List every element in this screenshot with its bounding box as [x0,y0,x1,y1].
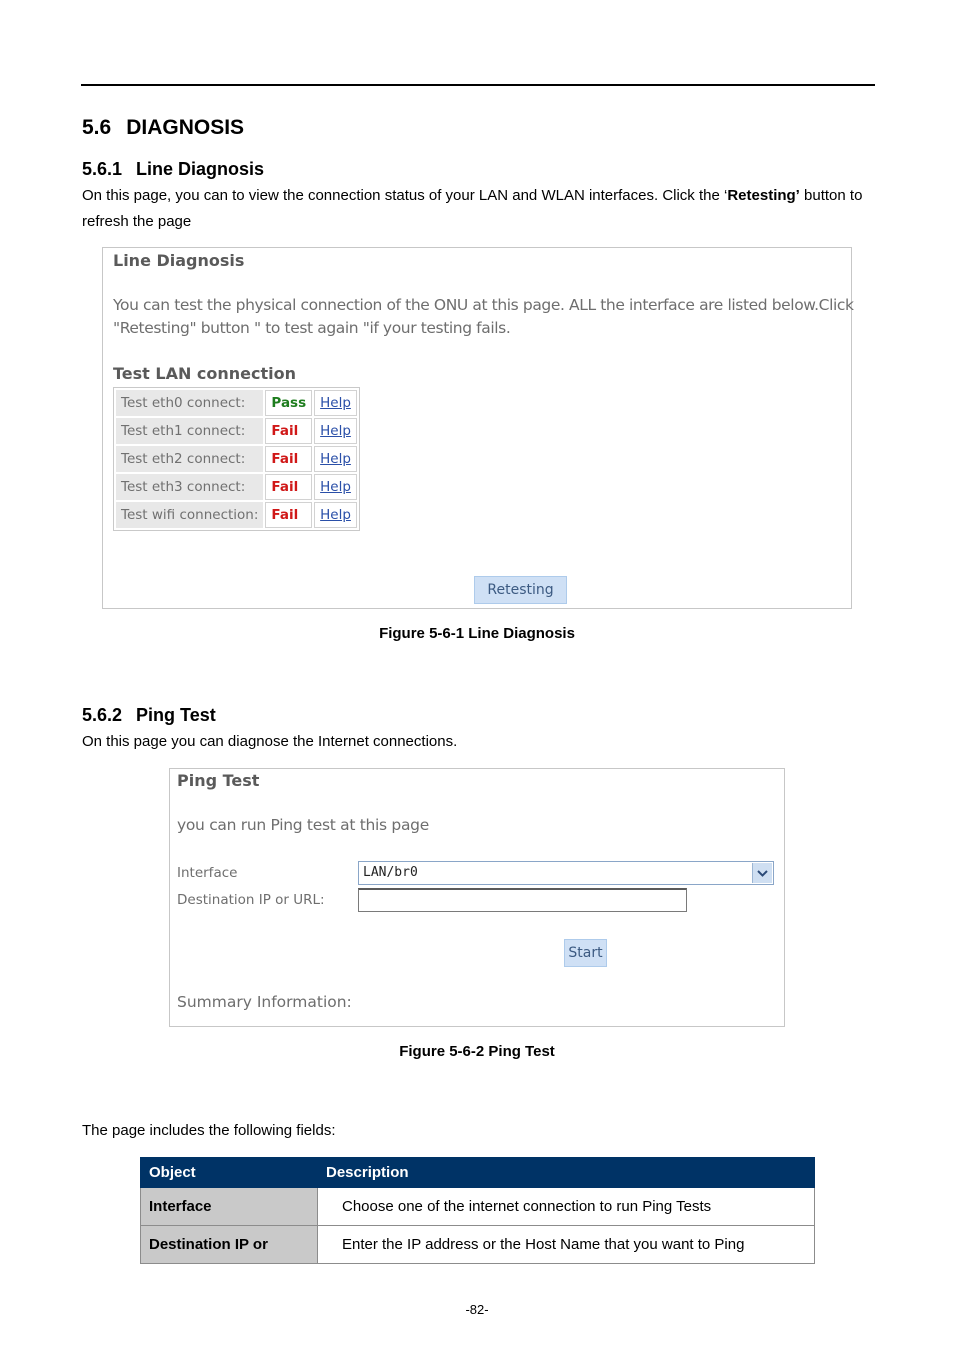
column-header: Object [141,1158,318,1188]
column-header: Description [318,1158,815,1188]
test-status: Pass [265,390,312,416]
figure-caption-1: Figure 5-6-1 Line Diagnosis [379,625,575,642]
help-link[interactable]: Help [314,390,357,416]
lan-test-row [116,390,357,416]
destination-input[interactable] [358,888,687,912]
summary-label: Summary Information: [177,993,352,1011]
panel-title: Line Diagnosis [113,251,245,270]
table-row [141,1188,815,1226]
section-title: DIAGNOSIS [126,116,245,139]
panel-description: you can run Ping test at this page [177,816,429,834]
lan-test-row [116,502,357,528]
test-status: Fail [265,502,312,528]
fields-intro: The page includes the following fields: [82,1122,336,1139]
interface-label: Interface [177,865,238,881]
help-link[interactable]: Help [314,502,357,528]
lan-test-row [116,474,357,500]
header-rule [81,84,875,86]
chevron-down-icon[interactable] [752,863,772,883]
intro-bold: Retesting’ [727,187,800,204]
interface-select-value: LAN/br0 [363,865,418,880]
intro-text-end: button to refresh the page [82,187,863,230]
section-number: 5.6 [82,116,112,139]
lan-section-title: Test LAN connection [113,364,297,383]
destination-label: Destination IP or URL: [177,892,325,908]
subsection-number: 5.6.1 [82,159,123,179]
panel-title: Ping Test [177,771,260,790]
subsection-number: 5.6.2 [82,705,123,725]
intro-text: On this page, you can to view the connection status of your LAN and WLAN interfaces. Click the ‘ [82,187,728,204]
description-cell: Choose one of the internet connection to run Ping Tests [318,1188,815,1226]
description-cell: Enter the IP address or the Host Name that you want to Ping [318,1226,815,1264]
ping-test-screenshot [169,768,785,1027]
subsection-heading-line-diagnosis [82,159,264,180]
lan-test-row [116,446,357,472]
page-number: -82- [465,1302,489,1317]
object-cell: Interface [141,1188,318,1226]
lan-status-table [113,387,360,531]
line-diagnosis-screenshot [102,247,852,609]
test-label: Test eth3 connect: [116,474,263,500]
test-label: Test eth1 connect: [116,418,263,444]
retesting-button[interactable]: Retesting [474,576,567,604]
table-row [141,1226,815,1264]
help-link[interactable]: Help [314,446,357,472]
subsection-title: Line Diagnosis [136,159,265,179]
interface-select[interactable] [358,861,774,885]
test-status: Fail [265,474,312,500]
fields-table [140,1157,815,1264]
test-label: Test wifi connection: [116,502,263,528]
start-button[interactable]: Start [564,939,607,967]
test-status: Fail [265,418,312,444]
test-label: Test eth0 connect: [116,390,263,416]
test-status: Fail [265,446,312,472]
lan-test-row [116,418,357,444]
object-cell: Destination IP or [141,1226,318,1264]
ping-test-intro: On this page you can diagnose the Internet connections. [82,733,458,750]
subsection-title: Ping Test [136,705,216,725]
panel-description-line: You can test the physical connection of the ONU at this page. ALL the interface are listed below.Click [113,296,854,314]
help-link[interactable]: Help [314,418,357,444]
table-header-row [141,1158,815,1188]
panel-description [113,294,854,340]
help-link[interactable]: Help [314,474,357,500]
subsection-heading-ping-test [82,705,216,726]
test-label: Test eth2 connect: [116,446,263,472]
section-heading [82,116,244,140]
figure-caption-2: Figure 5-6-2 Ping Test [399,1043,555,1060]
panel-description-line: "Retesting" button " to test again "if your testing fails. [113,319,511,337]
line-diagnosis-intro [82,183,872,235]
